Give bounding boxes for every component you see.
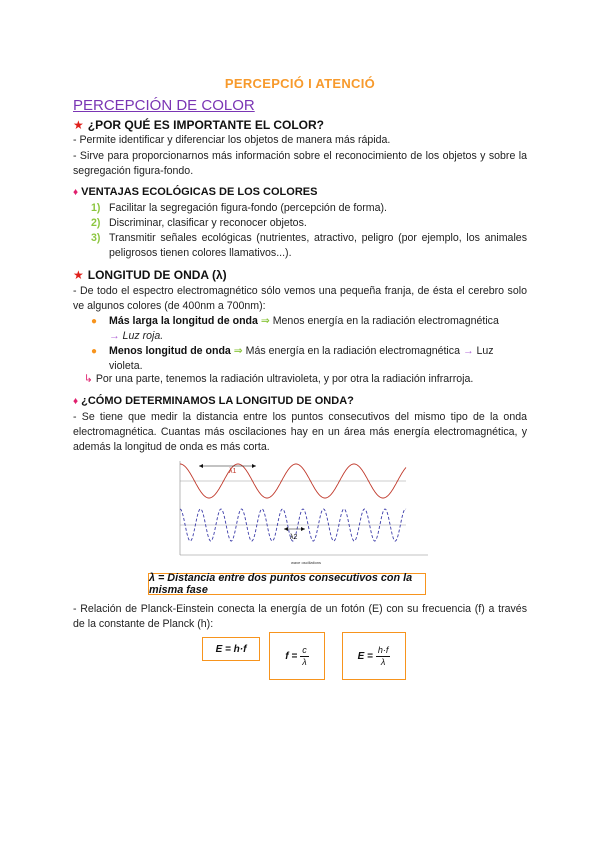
paragraph-planck: - Relación de Planck-Einstein conecta la energía de un fotón (E) con su frecuencia (f) a través de la constante de Planck (h): (73, 603, 527, 630)
item-text: Transmitir señales ecológicas (nutrientes, atractivo, peligro (por ejemplo, los animales peligrosos tienen colores llamativos...). (109, 232, 527, 259)
formula-e-hf-lambda (342, 632, 406, 680)
heading-why-color (73, 118, 324, 132)
paragraph-info: - Sirve para proporcionarnos más información sobre el reconocimiento de los objetos y sobre la segregación figura-fondo. (73, 150, 527, 177)
heading-longitud (73, 268, 227, 282)
heading-text: VENTAJAS ECOLÓGICAS DE LOS COLORES (81, 186, 318, 198)
star-icon: ★ (73, 118, 84, 132)
lambda2-label: λ2 (290, 534, 298, 541)
list-item (91, 231, 527, 261)
bullet-bold: Menos longitud de onda (109, 345, 231, 357)
bullet-icon: ● (91, 346, 98, 357)
section-title: PERCEPCIÓN DE COLOR (73, 97, 255, 114)
formula-e-hf: E = h·f (202, 637, 260, 661)
list-item (91, 201, 527, 216)
heading-text: ¿POR QUÉ ES IMPORTANTE EL COLOR? (87, 118, 324, 132)
bullet-text: Más energía en la radiación electromagnética (245, 345, 460, 357)
formula-lhs: f = (285, 650, 298, 662)
heading-text: ¿CÓMO DETERMINAMOS LA LONGITUD DE ONDA? (81, 395, 354, 407)
hook-arrow-icon: ↳ (84, 373, 93, 385)
definition-box: λ = Distancia entre dos puntos consecutivos con la misma fase (148, 573, 426, 595)
item-number: 2) (91, 217, 101, 229)
wavelength-graph (176, 459, 428, 569)
note-radiation (84, 372, 527, 387)
formula-denominator: λ (380, 656, 386, 667)
list-item (91, 216, 527, 231)
bullet-bold: Más larga la longitud de onda (109, 315, 258, 327)
item-text: Discriminar, clasificar y reconocer objetos. (109, 217, 307, 229)
item-text: Facilitar la segregación figura-fondo (percepción de forma). (109, 202, 387, 214)
diamond-icon: ♦ (73, 396, 79, 407)
formula-lhs: E = (357, 650, 373, 662)
wavelength-bullets (91, 314, 527, 374)
heading-text: LONGITUD DE ONDA (λ) (87, 268, 227, 282)
list-item (91, 344, 527, 374)
arrow-right-icon: → (109, 330, 120, 342)
bullet-icon: ● (91, 316, 98, 327)
document-title: PERCEPCIÓ I ATENCIÓ (224, 76, 376, 91)
formula-numerator: h·f (377, 644, 389, 655)
bullet-text: Menos energía en la radiación electromagnética (272, 315, 499, 327)
list-item (91, 314, 527, 344)
note-text: Por una parte, tenemos la radiación ultravioleta, y por otra la radiación infrarroja. (95, 373, 474, 385)
arrow-icon: ⇒ (260, 315, 270, 327)
star-icon: ★ (73, 268, 84, 282)
heading-como (73, 395, 354, 407)
arrow-right-icon: → (462, 345, 474, 357)
bullet-tail: Luz violeta. (109, 345, 494, 372)
arrow-icon: ⇒ (233, 345, 243, 357)
paragraph-medir: - Se tiene que medir la distancia entre los puntos consecutivos del mismo tipo de la onda electromagnética. Cuantas más oscilaciones hay en un área más energía electromagnética, y además la longitud de onda es más corta. (73, 411, 527, 453)
item-number: 1) (91, 202, 101, 214)
heading-ventajas (73, 186, 317, 198)
bullet-italic: Luz roja. (122, 330, 164, 342)
x-axis-label: wave oscillations (291, 560, 322, 565)
diamond-icon: ♦ (73, 187, 79, 198)
lambda1-label: λ1 (229, 468, 237, 475)
paragraph-identify: - Permite identificar y diferenciar los objetos de manera más rápida. (73, 134, 391, 146)
paragraph-espectro: - De todo el espectro electromagnético sólo vemos una pequeña franja, de ésta el cerebro solo ve algunos colores (de 400nm a 700nm): (73, 285, 527, 312)
item-number: 3) (91, 232, 101, 244)
ventajas-list (91, 201, 527, 261)
formula-numerator: c (302, 644, 307, 655)
formula-f-c-lambda (269, 632, 325, 680)
formula-denominator: λ (302, 656, 307, 667)
